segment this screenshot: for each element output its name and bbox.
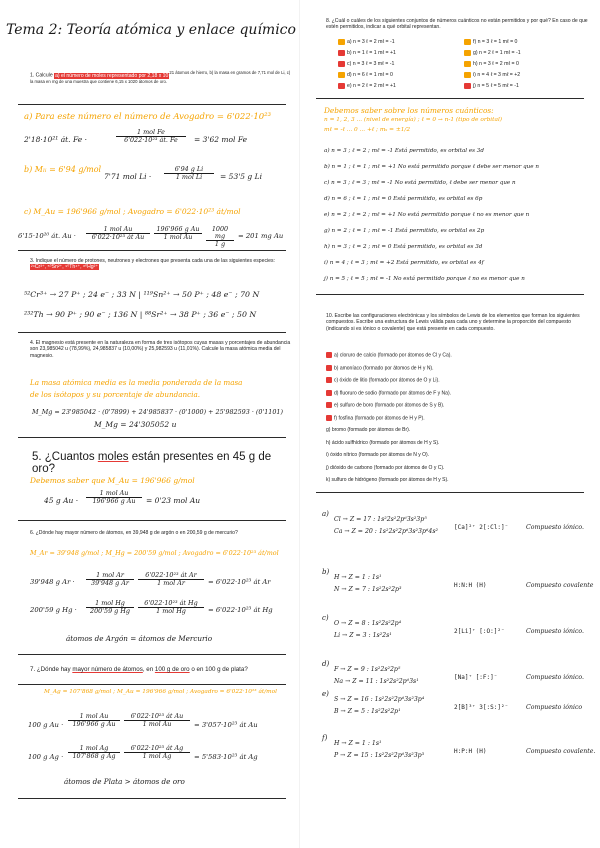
q10-solution-lewis: H:P:H (H) [454,748,487,755]
q6-ar-result: = 6'022·10²³ át Ar [208,578,271,586]
q3-statement: 3. Indique el número de protones, neutrones y electrones que presenta cada una de las siguientes especies: ²⁹Cr³⁺, ⁵⁰Sn²⁺, ⁹⁰Th⁴⁺, ⁸⁰Hg²⁺ [30,258,275,271]
q10-item-text: e) sulfuro de boro (formado por átomos de S y B). [334,402,445,409]
q10-item-text: c) óxido de litio (formado por átomos de O y Li). [334,377,440,384]
q6-ar-line: 39'948 g Ar · [30,578,75,586]
q10-item-text: d) fluoruro de sodio (formado por átomos de F y Na). [334,389,451,396]
q10-item-tag [326,352,332,358]
q10-solution-config: S → Z = 16 : 1s²2s²2p⁶3s²3p⁴ [334,696,425,703]
q3-line-1: ⁵²Cr³⁺ → 27 P⁺ ; 24 e⁻ ; 33 N | ¹¹⁹Sn²⁺ → 50 P⁺ ; 48 e⁻ ; 70 N [24,290,260,299]
separator [18,520,286,521]
q8-option-tag [464,83,471,89]
q1-c-fraction-1: 1 mol Au 6'022·10²³ át Au [86,226,150,241]
q8-option-text: b) n = 1 ℓ = 1 mℓ = +1 [347,50,396,56]
q10-solution-config: Cl → Z = 17 : 1s²2s²2p⁶3s²3p⁵ [334,516,427,523]
q6-hg-fraction-1: 1 mol Hg 200'59 g Hg [86,600,134,615]
q4-result: M_Mg = 24'305052 u [94,420,177,429]
separator [18,104,286,105]
q10-solution-kind: Compuesto iónico. [526,628,585,635]
q10-item-text: i) óxido nítrico (formado por átomos de N y O). [326,452,430,458]
q5-statement: 5. ¿Cuantos moles están presentes en 45 g de oro? [32,451,272,475]
q7-statement: 7. ¿Dónde hay mayor número de átomos, en 100 g de oro o en 100 g de plata? [30,666,248,673]
q7-au-fraction-1: 1 mol Au 196'966 g Au [68,713,120,728]
q10-statement: 10. Escribe las configuraciones electrónicas y los símbolos de Lewis de los elementos que forman los siguientes compuestos. Escribe una estructura de Lewis válida para cada uno y determine la proporción del compuesto (indicando si es iónico o covalente) que está presente en cada compuesto. [326,313,580,332]
q7-au-line: 100 g Au · [28,721,64,729]
q10-solution-lewis: 2[Li]⁺ [:O:]²⁻ [454,628,505,635]
q10-item-text: j) dióxido de carbono (formado por átomos de O y C). [326,464,445,471]
left-column [4,0,296,848]
q8-option-text: h) n = 3 ℓ = 2 mℓ = 0 [473,61,519,67]
q10-solution-config: B → Z = 5 : 1s²2s²2p¹ [334,708,401,715]
q8-intro-2: n = 1, 2, 3 ... (nivel de energía) ; ℓ = 0 → n-1 (tipo de orbital) [324,117,503,123]
separator [18,437,286,438]
q8-answer: d) n = 6 ; ℓ = 1 ; mℓ = 0 Está permitido, es orbital es 6p [324,196,483,202]
q10-item-text: h) ácido sulfhídrico (formado por átomos de H y S). [326,439,440,446]
q10-solution-kind: Compuesto iónico. [526,524,585,531]
q4-statement: 4. El magnesio está presente en la naturaleza en forma de tres isótopos cuyas masas y porcentajes de abundancia son 23,985042 u (78,99%), 24,985837 u (10,00%) y 25,982593 u (11,01%). Calcule la masa atómica media del magnesio. [30,340,291,359]
q10-solution-tag: f) [322,734,328,742]
q7-au-fraction-2: 6'022·10²³ át Au 1 mol Au [124,713,190,728]
q10-item [326,352,452,358]
q10-item-text: g) bromo (formado por átomos de Br). [326,427,411,433]
q10-solution-tag: b) [322,568,330,576]
q1-statement: 1. Calcule a) el número de moles representado por 2,18 x $10^{21 átomos de hierro, b) la masa en gramos de 7,71 mol de Li, c) la masa en mg de una muestra que contiene 6,15 x 1020 átomos de oro.}$ [30,70,291,84]
q1-b-result: = 53'5 g Li [220,172,262,181]
q8-answer: i) n = 4 ; ℓ = 3 ; mℓ = +2 Está permitido, es orbital es 4f [324,260,484,266]
q10-solution-lewis: 2[B]³⁺ 3[:S:]²⁻ [454,704,509,711]
q10-solution-config: N → Z = 7 : 1s²2s²2p³ [334,586,402,593]
q8-option-text: c) n = 3 ℓ = 3 mℓ = -1 [347,61,395,67]
q8-option-text: g) n = 2 ℓ = 1 mℓ = -1 [473,50,521,56]
separator [18,250,286,251]
q7-ag-line: 100 g Ag · [28,753,64,761]
q8-option-tag [464,39,471,45]
q10-solution-lewis: [Ca]²⁺ 2[:Cl:]⁻ [454,524,509,531]
q8-answer: j) n = 5 ; ℓ = 5 ; mℓ = -1 No está permitido porque ℓ no es menor que n [324,276,525,282]
q1-c-result: = 201 mg Au [238,232,284,240]
q10-solution-config: H → Z = 1 : 1s¹ [334,740,382,747]
q8-option-tag [464,72,471,78]
q10-solution-config: O → Z = 8 : 1s²2s²2p⁴ [334,620,402,627]
q7-ag-fraction-1: 1 mol Ag 107'868 g Ag [68,745,120,760]
q10-solution-config: P → Z = 15 : 1s²2s²2p⁶3s²3p³ [334,752,425,759]
q8-option-text: a) n = 3 ℓ = 2 mℓ = -1 [347,39,395,45]
q7-ag-result: = 5'583·10²³ át Ag [194,753,258,761]
q8-answer: b) n = 1 ; ℓ = 1 ; mℓ = +1 No está permitido porque ℓ debe ser menor que n [324,164,539,170]
q8-option-tag [464,61,471,67]
q1-a-fraction: 1 mol Fe 6'022·10²³ át. Fe [116,129,186,144]
q10-item-tag [326,402,332,408]
q4-answer-2: de los isótopos y su porcentaje de abundancia. [30,390,201,399]
q10-solution-tag: e) [322,690,329,698]
q10-item [326,365,434,371]
q8-option-text: d) n = 6 ℓ = 1 mℓ = 0 [347,72,393,78]
q6-ar-fraction-2: 6'022·10²³ át Ar 1 mol Ar [138,572,204,587]
right-column [304,0,596,848]
q6-ar-fraction-1: 1 mol Ar 39'948 g Ar [86,572,134,587]
separator [18,798,286,799]
separator [316,492,584,493]
q7-au-result: = 3'057·10²³ át Au [194,721,258,729]
q6-given: M_Ar = 39'948 g/mol ; M_Hg = 200'59 g/mol ; Avogadro = 6'022·10²³ át/mol [30,549,279,557]
q10-solution-config: F → Z = 9 : 1s²2s²2p⁵ [334,666,401,673]
q8-option-text: j) n = 5 ℓ = 5 mℓ = -1 [473,83,519,89]
column-divider [299,0,300,848]
q1-c-fraction-2: 196'966 g Au 1 mol Au [154,226,202,241]
q10-item-text: f) fosfina (formado por átomos de H y P). [334,414,425,421]
q8-option-text: e) n = 2 ℓ = 2 mℓ = +1 [347,83,396,89]
q8-statement: 8. ¿Cuál o cuáles de los siguientes conjuntos de números cuánticos no están permitidos y por qué? En caso de que estén permitidos, indicar a qué orbital representan. [326,18,588,31]
q1-a-intro: a) Para este número el número de Avogadro = 6'022·10²³ [24,112,272,122]
q10-solution-kind: Compuesto iónico [526,704,583,711]
q5-result: = 0'23 mol Au [146,496,201,505]
q8-answer: c) n = 3 ; ℓ = 3 ; mℓ = -1 No está permitido, ℓ debe ser menor que n [324,180,516,186]
separator [18,332,286,333]
q8-answer: g) n = 2 ; ℓ = 1 ; mℓ = -1 Está permitido, es orbital es 2p [324,228,485,234]
q10-item-tag [326,377,332,383]
separator [18,684,286,685]
q8-option [464,82,519,91]
q4-answer-1: La masa atómica media es la media ponderada de la masa [30,378,243,387]
q10-solution-config: Li → Z = 3 : 1s²2s¹ [334,632,392,639]
q10-item [326,477,449,483]
q8-option-tag [338,39,345,45]
q5-given: Debemos saber que M_Au = 196'966 g/mol [30,476,195,485]
q8-option [464,60,519,69]
q10-item [326,440,439,446]
q10-item [326,465,444,471]
q8-answer: h) n = 3 ; ℓ = 2 ; mℓ = 0 Está permitido, es orbital es 3d [324,244,483,250]
q10-item-text: k) sulfuro de hidrógeno (formado por átomos de H y S). [326,477,449,483]
q8-option [338,49,396,58]
q10-item [326,415,425,421]
q10-item [326,402,444,408]
q6-hg-fraction-2: 6'022·10²³ át Hg 1 mol Hg [138,600,204,615]
separator [316,98,584,99]
q10-item [326,427,410,433]
q8-option-tag [464,50,471,56]
q7-conclusion: átomos de Plata > átomos de oro [64,777,185,786]
q5-fraction: 1 mol Au 196'966 g Au [86,490,142,505]
q10-solution-config: Ca → Z = 20 : 1s²2s²2p⁶3s²3p⁶4s² [334,528,438,535]
q8-option [338,71,393,80]
q8-answer: a) n = 3 ; ℓ = 2 ; mℓ = -1 Está permitido, es orbital es 3d [324,148,484,154]
q1-b-fraction: 6'94 g Li 1 mol Li [164,166,214,181]
q8-option-text: f) n = 3 ℓ = 1 mℓ = 0 [473,39,518,45]
q1-c-line: 6'15·10²⁰ át. Au · [18,232,76,240]
q10-item-text: b) amoníaco (formado por átomos de H y N). [334,364,434,371]
q5-line: 45 g Au · [44,496,79,505]
q8-option [338,60,394,69]
q10-solution-kind: Compuesto iónico. [526,674,585,681]
q10-solution-tag: c) [322,614,329,622]
q8-intro-3: mℓ = -ℓ ... 0 ... +ℓ ; mₛ = ±1/2 [324,127,411,133]
q10-solution-config: Na → Z = 11 : 1s²2s²2p⁶3s¹ [334,678,419,685]
q10-item [326,390,451,396]
q8-option-tag [338,61,345,67]
q8-option-tag [338,83,345,89]
q10-solution-tag: a) [322,510,329,518]
q7-ag-fraction-2: 6'022·10²³ át Ag 1 mol Ag [124,745,190,760]
q4-formula: M_Mg = 23'985042 · (0'7899) + 24'985837 · (0'1000) + 25'982593 · (0'1101) [32,408,283,416]
q8-option [464,38,517,47]
q10-solution-lewis: [Na]⁺ [:F:]⁻ [454,674,498,681]
q8-intro-1: Debemos saber sobre los números cuánticos: [324,106,494,115]
q10-item-tag [326,415,332,421]
q10-item-tag [326,390,332,396]
page-title: Tema 2: Teoría atómica y enlace químico [6,22,296,38]
q10-solution-kind: Compuesto covalente [526,582,594,589]
q8-option-tag [338,50,345,56]
q10-solution-config: H → Z = 1 : 1s¹ [334,574,382,581]
q8-option [464,49,521,58]
q1-a-result: = 3'62 mol Fe [194,135,248,144]
q10-solution-kind: Compuesto covalente. [526,748,596,755]
separator [18,654,286,655]
q10-item-text: a) cloruro de calcio (formado por átomos de Cl y Ca). [334,352,452,359]
q8-option-text: i) n = 4 ℓ = 3 mℓ = +2 [473,72,521,78]
q8-option [338,38,395,47]
q8-option-tag [338,72,345,78]
q1-c-intro: c) M_Au = 196'966 g/mol ; Avogadro = 6'022·10²³ át/mol [24,207,241,216]
q3-line-2: ²³²Th → 90 P⁺ ; 90 e⁻ ; 136 N | ⁸⁸Sr²⁺ → 38 P⁺ ; 36 e⁻ ; 50 N [24,310,257,319]
q10-item-tag [326,365,332,371]
q1-a-line: 2'18·10²¹ át. Fe · [24,135,87,144]
separator [316,294,584,295]
q8-answer: e) n = 2 ; ℓ = 2 ; mℓ = +1 No está permitido porque ℓ no es menor que n [324,212,530,218]
q10-solution-lewis: H:N:H (H) [454,582,487,589]
q1-c-fraction-3: $\frac{1000 mg}{1 g}$ [206,226,234,248]
q10-item [326,377,440,383]
q10-item [326,452,429,458]
q1-b-line: 7'71 mol Li · [104,172,152,181]
q6-conclusion: átomos de Argón = átomos de Mercurio [66,634,213,643]
q8-option [338,82,396,91]
q6-hg-line: 200'59 g Hg · [30,606,77,614]
q10-solution-tag: d) [322,660,330,668]
q6-statement: 6. ¿Dónde hay mayor número de átomos, en 39,948 g de argón o en 200,59 g de mercurio? [30,530,238,536]
q7-given: M_Ag = 107'868 g/mol ; M_Au = 196'966 g/mol ; Avogadro = 6'022·10²³ át/mol [44,689,278,695]
q1-b-intro: b) Mₗᵢ = 6'94 g/mol [24,165,102,174]
q6-hg-result: = 6'022·10²³ át Hg [208,606,273,614]
q8-option [464,71,520,80]
